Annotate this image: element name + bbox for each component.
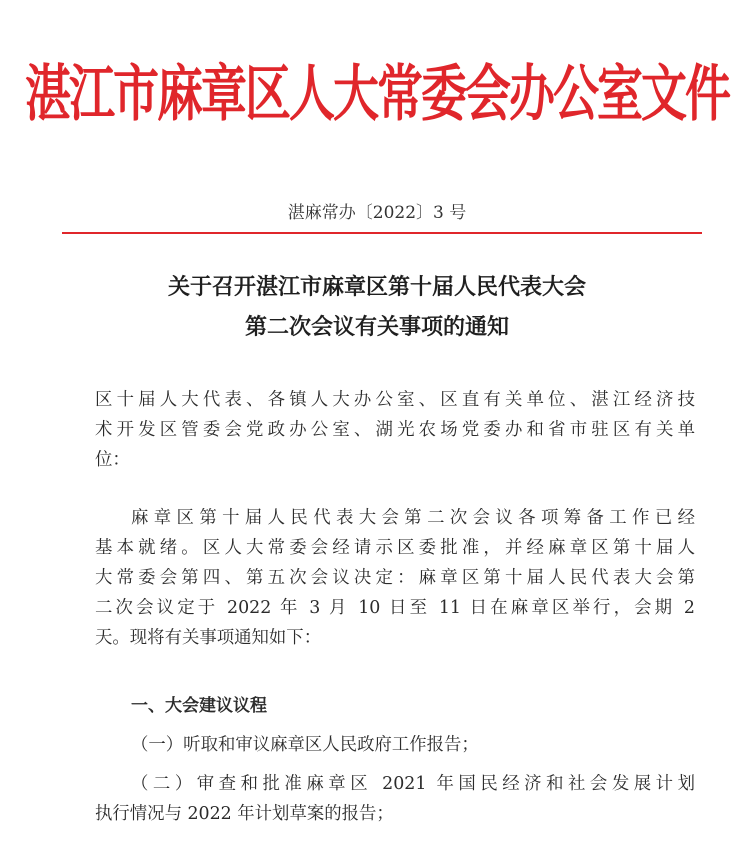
agenda-item-text: （一）听取和审议麻章区人民政府工作报告； <box>131 735 479 755</box>
section-heading <box>95 691 695 721</box>
agenda-item-text: （二）审查和批准麻章区 2021 年国民经济和社会发展计划 <box>131 774 695 794</box>
paragraph-line: 大常委会第四、第五次会议决定：麻章区第十届人民代表大会第 <box>95 568 695 588</box>
notice-title-line-2: 第二次会议有关事项的通知 <box>244 315 509 340</box>
intro-paragraph <box>95 503 695 653</box>
addressee-block <box>95 385 695 475</box>
document-number: 湛麻常办〔2022〕3 号 <box>287 203 467 223</box>
red-divider-line <box>62 232 702 234</box>
addressee-line: 区十届人大代表、各镇人大办公室、区直有关单位、湛江经济技 <box>95 390 695 410</box>
document-masthead: 湛江市麻章区人大常委会办公室文件 <box>25 57 729 130</box>
paragraph-line: 麻章区第十届人民代表大会第二次会议各项筹备工作已经 <box>131 508 695 528</box>
notice-title-line-1: 关于召开湛江市麻章区第十届人民代表大会 <box>167 275 586 300</box>
paragraph-line: 天。现将有关事项通知如下： <box>95 628 322 648</box>
section-heading-text: 一、大会建议议程 <box>131 696 267 716</box>
agenda-item-1 <box>95 730 695 760</box>
agenda-item-2 <box>95 769 695 829</box>
agenda-item-text: 执行情况与 2022 年计划草案的报告； <box>95 804 394 824</box>
addressee-line: 术开发区管委会党政办公室、湖光农场党委办和省市驻区有关单 <box>95 420 695 440</box>
paragraph-line: 二次会议定于 2022 年 3 月 10 日至 11 日在麻章区举行，会期 2 <box>95 598 695 618</box>
addressee-line: 位： <box>95 450 130 470</box>
paragraph-line: 基本就绪。区人大常委会经请示区委批准，并经麻章区第十届人 <box>95 538 695 558</box>
